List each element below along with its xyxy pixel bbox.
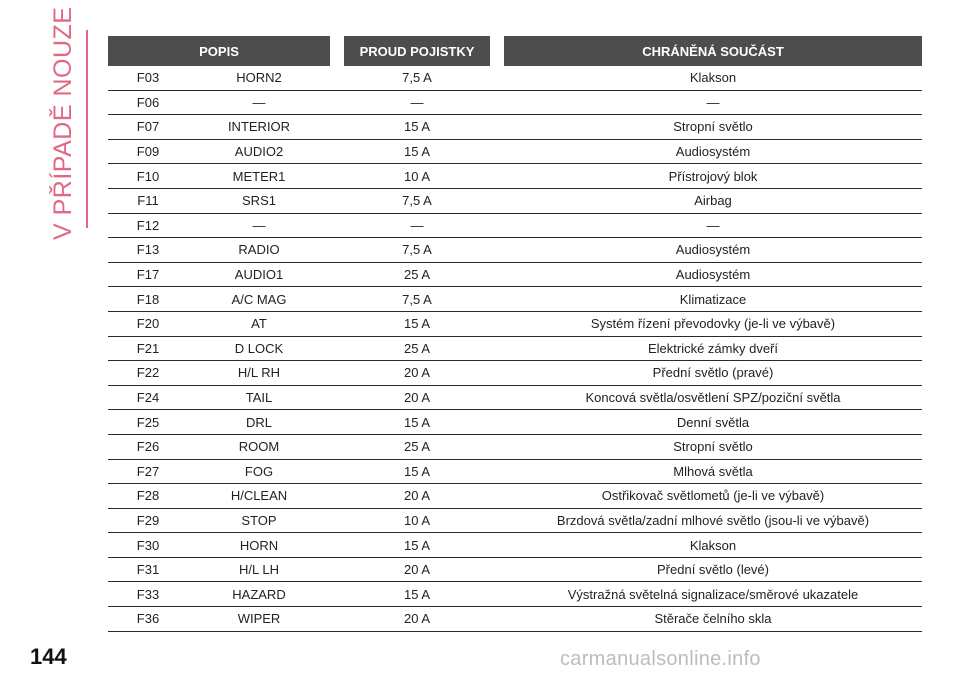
fuse-id-cell: F28	[108, 484, 188, 509]
cell-gap	[330, 361, 344, 386]
fuse-component-cell: Ostřikovač světlometů (je-li ve výbavě)	[504, 484, 922, 509]
fuse-component-cell: Audiosystém	[504, 140, 922, 165]
fuse-component-cell: —	[504, 214, 922, 239]
fuse-current-cell: 15 A	[344, 460, 490, 485]
fuse-component-cell: Denní světla	[504, 410, 922, 435]
cell-gap	[330, 214, 344, 239]
fuse-component-cell: Klimatizace	[504, 287, 922, 312]
cell-gap	[330, 140, 344, 165]
fuse-current-cell: 20 A	[344, 386, 490, 411]
fuse-component-cell: Klakson	[504, 66, 922, 91]
fuse-component-cell: Elektrické zámky dveří	[504, 337, 922, 362]
fuse-id-cell: F22	[108, 361, 188, 386]
cell-gap	[330, 386, 344, 411]
fuse-current-cell: 7,5 A	[344, 189, 490, 214]
cell-gap	[490, 91, 504, 116]
fuse-row	[108, 509, 922, 534]
fuse-code-cell: DRL	[188, 410, 330, 435]
fuse-row	[108, 435, 922, 460]
fuse-code-cell: INTERIOR	[188, 115, 330, 140]
cell-gap	[490, 238, 504, 263]
fuse-row	[108, 214, 922, 239]
cell-gap	[490, 607, 504, 632]
fuse-row	[108, 238, 922, 263]
fuse-current-cell: 25 A	[344, 263, 490, 288]
fuse-id-cell: F29	[108, 509, 188, 534]
fuse-id-cell: F10	[108, 164, 188, 189]
cell-gap	[490, 140, 504, 165]
fuse-row	[108, 263, 922, 288]
fuse-table-header	[108, 36, 922, 66]
fuse-current-cell: 15 A	[344, 115, 490, 140]
fuse-component-cell: Koncová světla/osvětlení SPZ/poziční světla	[504, 386, 922, 411]
fuse-current-cell: 15 A	[344, 533, 490, 558]
fuse-row	[108, 533, 922, 558]
fuse-table	[108, 36, 922, 632]
fuse-current-cell: 15 A	[344, 410, 490, 435]
fuse-code-cell: A/C MAG	[188, 287, 330, 312]
fuse-row	[108, 410, 922, 435]
fuse-component-cell: Přední světlo (pravé)	[504, 361, 922, 386]
cell-gap	[490, 386, 504, 411]
fuse-code-cell: SRS1	[188, 189, 330, 214]
fuse-id-cell: F07	[108, 115, 188, 140]
fuse-current-cell: 25 A	[344, 435, 490, 460]
cell-gap	[330, 189, 344, 214]
fuse-id-cell: F24	[108, 386, 188, 411]
fuse-id-cell: F06	[108, 91, 188, 116]
fuse-current-cell: 7,5 A	[344, 238, 490, 263]
fuse-current-cell: 10 A	[344, 164, 490, 189]
fuse-code-cell: HORN2	[188, 66, 330, 91]
fuse-current-cell: 10 A	[344, 509, 490, 534]
fuse-row	[108, 66, 922, 91]
cell-gap	[490, 410, 504, 435]
fuse-row	[108, 91, 922, 116]
fuse-code-cell: HAZARD	[188, 582, 330, 607]
fuse-code-cell: —	[188, 91, 330, 116]
cell-gap	[490, 533, 504, 558]
fuse-code-cell: —	[188, 214, 330, 239]
fuse-id-cell: F21	[108, 337, 188, 362]
fuse-id-cell: F31	[108, 558, 188, 583]
fuse-component-cell: —	[504, 91, 922, 116]
fuse-code-cell: H/L LH	[188, 558, 330, 583]
cell-gap	[490, 66, 504, 91]
fuse-code-cell: METER1	[188, 164, 330, 189]
cell-gap	[330, 582, 344, 607]
cell-gap	[330, 460, 344, 485]
cell-gap	[330, 435, 344, 460]
cell-gap	[490, 189, 504, 214]
cell-gap	[490, 263, 504, 288]
fuse-id-cell: F13	[108, 238, 188, 263]
header-popis: POPIS	[108, 36, 330, 66]
cell-gap	[330, 558, 344, 583]
fuse-row	[108, 582, 922, 607]
fuse-component-cell: Stěrače čelního skla	[504, 607, 922, 632]
header-gap	[490, 36, 504, 66]
fuse-id-cell: F03	[108, 66, 188, 91]
section-title-vertical	[49, 6, 82, 240]
cell-gap	[330, 484, 344, 509]
cell-gap	[330, 410, 344, 435]
cell-gap	[330, 91, 344, 116]
cell-gap	[490, 337, 504, 362]
page-number: 144	[30, 644, 67, 669]
fuse-component-cell: Přední světlo (levé)	[504, 558, 922, 583]
fuse-component-cell: Výstražná světelná signalizace/směrové ukazatele	[504, 582, 922, 607]
fuse-code-cell: H/CLEAN	[188, 484, 330, 509]
header-soucast: CHRÁNĚNÁ SOUČÁST	[504, 36, 922, 66]
fuse-component-cell: Systém řízení převodovky (je-li ve výbavě)	[504, 312, 922, 337]
fuse-row	[108, 115, 922, 140]
fuse-current-cell: 20 A	[344, 607, 490, 632]
cell-gap	[330, 312, 344, 337]
cell-gap	[490, 361, 504, 386]
fuse-code-cell: AUDIO1	[188, 263, 330, 288]
fuse-current-cell: —	[344, 214, 490, 239]
cell-gap	[330, 164, 344, 189]
fuse-id-cell: F26	[108, 435, 188, 460]
cell-gap	[330, 263, 344, 288]
fuse-id-cell: F27	[108, 460, 188, 485]
fuse-row	[108, 386, 922, 411]
fuse-id-cell: F11	[108, 189, 188, 214]
section-title-text: V PŘÍPADĚ NOUZE	[49, 6, 77, 240]
fuse-row	[108, 607, 922, 632]
fuse-current-cell: 25 A	[344, 337, 490, 362]
cell-gap	[490, 484, 504, 509]
cell-gap	[490, 460, 504, 485]
fuse-code-cell: TAIL	[188, 386, 330, 411]
cell-gap	[490, 287, 504, 312]
fuse-current-cell: 15 A	[344, 582, 490, 607]
fuse-row	[108, 164, 922, 189]
fuse-row	[108, 337, 922, 362]
header-gap	[330, 36, 344, 66]
fuse-row	[108, 189, 922, 214]
fuse-code-cell: STOP	[188, 509, 330, 534]
watermark: carmanualsonline.info	[560, 648, 761, 670]
cell-gap	[490, 558, 504, 583]
fuse-id-cell: F25	[108, 410, 188, 435]
fuse-row	[108, 484, 922, 509]
fuse-component-cell: Brzdová světla/zadní mlhové světlo (jsou-li ve výbavě)	[504, 509, 922, 534]
fuse-id-cell: F20	[108, 312, 188, 337]
cell-gap	[330, 66, 344, 91]
fuse-row	[108, 312, 922, 337]
fuse-row	[108, 361, 922, 386]
fuse-component-cell: Audiosystém	[504, 263, 922, 288]
fuse-row	[108, 287, 922, 312]
cell-gap	[330, 287, 344, 312]
cell-gap	[490, 582, 504, 607]
fuse-code-cell: D LOCK	[188, 337, 330, 362]
fuse-code-cell: H/L RH	[188, 361, 330, 386]
fuse-current-cell: —	[344, 91, 490, 116]
fuse-component-cell: Stropní světlo	[504, 435, 922, 460]
fuse-component-cell: Stropní světlo	[504, 115, 922, 140]
fuse-current-cell: 20 A	[344, 484, 490, 509]
fuse-current-cell: 20 A	[344, 558, 490, 583]
fuse-current-cell: 15 A	[344, 312, 490, 337]
fuse-component-cell: Přístrojový blok	[504, 164, 922, 189]
fuse-id-cell: F17	[108, 263, 188, 288]
fuse-current-cell: 7,5 A	[344, 66, 490, 91]
cell-gap	[490, 115, 504, 140]
fuse-component-cell: Audiosystém	[504, 238, 922, 263]
cell-gap	[330, 337, 344, 362]
cell-gap	[490, 214, 504, 239]
fuse-component-cell: Mlhová světla	[504, 460, 922, 485]
fuse-current-cell: 7,5 A	[344, 287, 490, 312]
cell-gap	[490, 312, 504, 337]
cell-gap	[490, 164, 504, 189]
fuse-id-cell: F30	[108, 533, 188, 558]
fuse-code-cell: AT	[188, 312, 330, 337]
fuse-current-cell: 20 A	[344, 361, 490, 386]
fuse-code-cell: HORN	[188, 533, 330, 558]
cell-gap	[490, 509, 504, 534]
cell-gap	[330, 509, 344, 534]
fuse-id-cell: F18	[108, 287, 188, 312]
fuse-row	[108, 460, 922, 485]
fuse-id-cell: F33	[108, 582, 188, 607]
cell-gap	[330, 533, 344, 558]
fuse-code-cell: FOG	[188, 460, 330, 485]
fuse-row	[108, 140, 922, 165]
fuse-id-cell: F09	[108, 140, 188, 165]
fuse-id-cell: F36	[108, 607, 188, 632]
fuse-current-cell: 15 A	[344, 140, 490, 165]
cell-gap	[330, 607, 344, 632]
fuse-code-cell: WIPER	[188, 607, 330, 632]
fuse-component-cell: Klakson	[504, 533, 922, 558]
fuse-code-cell: RADIO	[188, 238, 330, 263]
header-proud: PROUD POJISTKY	[344, 36, 490, 66]
fuse-id-cell: F12	[108, 214, 188, 239]
cell-gap	[330, 115, 344, 140]
cell-gap	[330, 238, 344, 263]
section-title-rule	[86, 30, 88, 228]
fuse-code-cell: ROOM	[188, 435, 330, 460]
fuse-row	[108, 558, 922, 583]
fuse-code-cell: AUDIO2	[188, 140, 330, 165]
fuse-component-cell: Airbag	[504, 189, 922, 214]
cell-gap	[490, 435, 504, 460]
